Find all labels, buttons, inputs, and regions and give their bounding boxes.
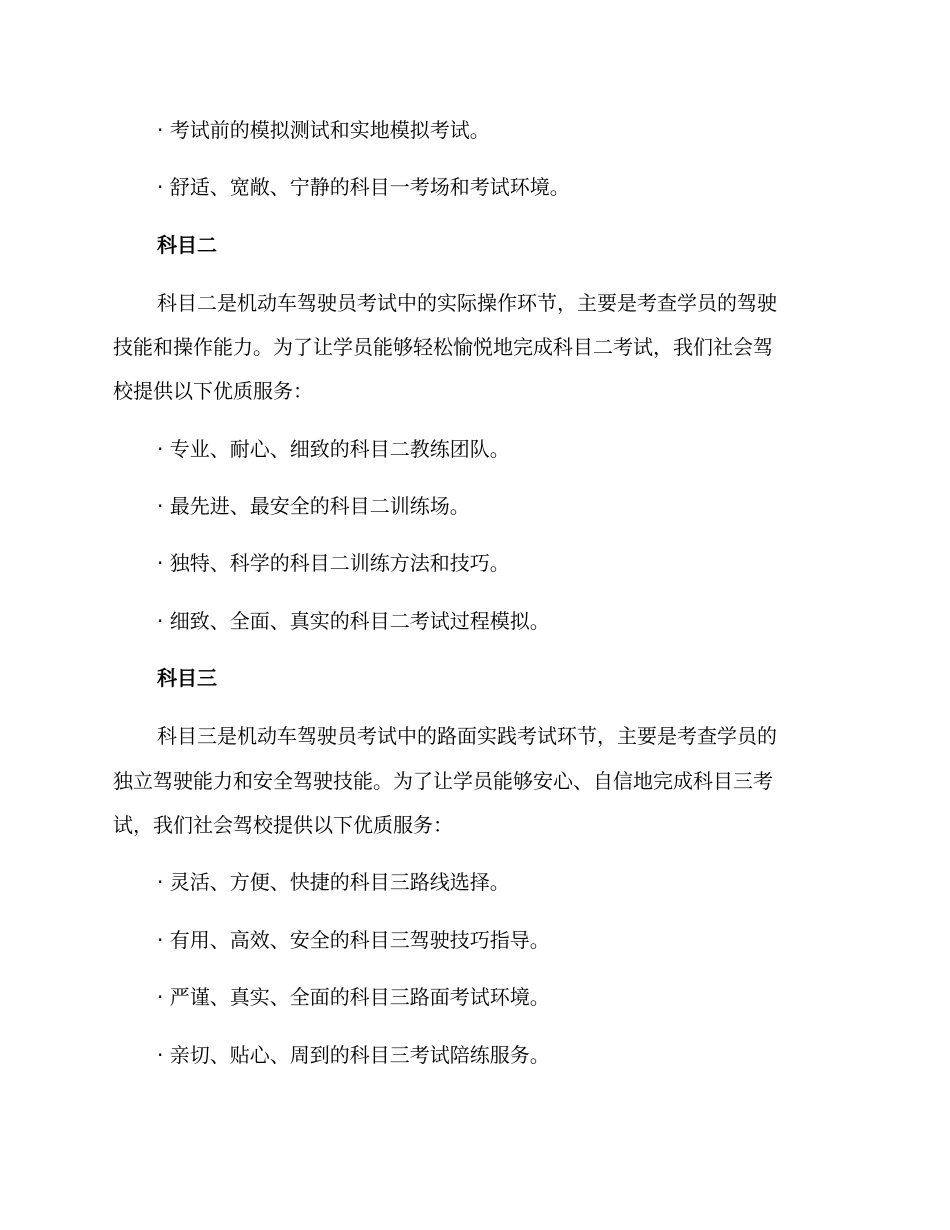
paragraph-line: 校提供以下优质服务：	[113, 379, 313, 403]
paragraph-line: 独立驾驶能力和安全驾驶技能。为了让学员能够安心、自信地完成科目三考	[113, 769, 773, 793]
paragraph-line: 技能和操作能力。为了让学员能够轻松愉悦地完成科目二考试，我们社会驾	[113, 335, 773, 359]
list-item: · 细致、全面、真实的科目二考试过程模拟。	[157, 609, 550, 633]
list-item: · 舒适、宽敞、宁静的科目一考场和考试环境。	[157, 175, 570, 199]
paragraph-line: 试，我们社会驾校提供以下优质服务：	[113, 813, 453, 837]
list-item: · 考试前的模拟测试和实地模拟考试。	[157, 118, 490, 142]
section-heading-kemu-two: 科目二	[157, 233, 217, 257]
paragraph-line: 科目三是机动车驾驶员考试中的路面实践考试环节，主要是考查学员的	[157, 724, 777, 748]
paragraph-line: 科目二是机动车驾驶员考试中的实际操作环节，主要是考查学员的驾驶	[157, 291, 777, 315]
list-item: · 严谨、真实、全面的科目三路面考试环境。	[157, 985, 550, 1009]
list-item: · 最先进、最安全的科目二训练场。	[157, 494, 470, 518]
list-item: · 灵活、方便、快捷的科目三路线选择。	[157, 870, 510, 894]
list-item: · 专业、耐心、细致的科目二教练团队。	[157, 437, 510, 461]
section-heading-kemu-three: 科目三	[157, 666, 217, 690]
list-item: · 有用、高效、安全的科目三驾驶技巧指导。	[157, 928, 550, 952]
list-item: · 独特、科学的科目二训练方法和技巧。	[157, 551, 510, 575]
list-item: · 亲切、贴心、周到的科目三考试陪练服务。	[157, 1043, 550, 1067]
